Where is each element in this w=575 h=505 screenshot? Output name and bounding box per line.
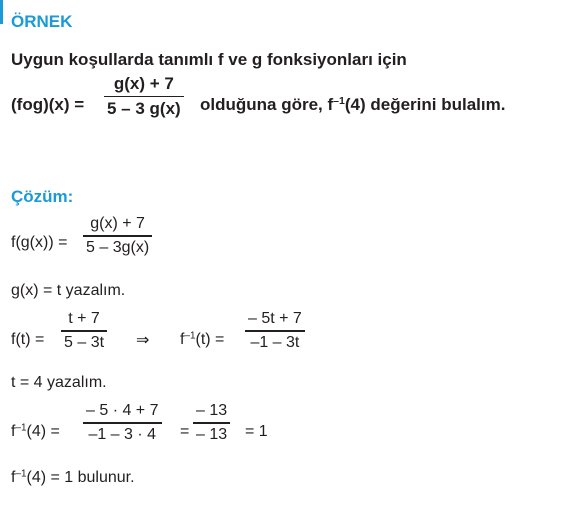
step5-lhs bbox=[11, 423, 60, 441]
step1-lhs: f(g(x)) = bbox=[11, 234, 68, 251]
problem-rest-sup: –1 bbox=[333, 95, 345, 108]
step3-inverse-lhs bbox=[180, 331, 224, 349]
step3-fraction bbox=[61, 310, 107, 352]
step5-lhs-pre: f bbox=[11, 423, 16, 440]
example-heading: ÖRNEK bbox=[11, 12, 73, 31]
step4-text: t = 4 yazalım. bbox=[11, 374, 107, 391]
step3-inverse-fraction bbox=[245, 310, 305, 352]
problem-line-1: Uygun koşullarda tanımlı f ve g fonksiyonları için bbox=[11, 50, 407, 69]
step6-post: (4) = 1 bulunur. bbox=[26, 469, 135, 486]
step3-denominator: 5 – 3t bbox=[64, 333, 105, 351]
step2-text: g(x) = t yazalım. bbox=[11, 282, 126, 299]
step5-numerator-1: – 5 · 4 + 7 bbox=[86, 402, 159, 419]
problem-lhs: (fog)(x) = bbox=[11, 95, 85, 114]
step5-lhs-post: (4) = bbox=[26, 423, 60, 440]
step5-denominator-2: – 13 bbox=[196, 425, 228, 443]
problem-denominator: 5 – 3 g(x) bbox=[107, 98, 181, 118]
left-accent-bar bbox=[0, 0, 3, 24]
step1-fraction bbox=[83, 215, 152, 257]
step5-fraction-2 bbox=[193, 402, 230, 444]
step5-lhs-sup: –1 bbox=[15, 422, 27, 434]
step6-pre: f bbox=[11, 469, 16, 486]
problem-rest bbox=[200, 95, 505, 115]
problem-rest-after: (4) değerini bulalım. bbox=[344, 95, 506, 114]
problem-numerator: g(x) + 7 bbox=[113, 74, 174, 93]
implies-arrow: ⇒ bbox=[136, 332, 150, 349]
problem-fraction bbox=[104, 74, 184, 118]
step6-text bbox=[11, 469, 135, 487]
step1-numerator: g(x) + 7 bbox=[90, 215, 145, 232]
step5-denominator-1: –1 – 3 · 4 bbox=[88, 425, 157, 443]
step5-fraction-1 bbox=[83, 402, 162, 444]
step3-inv-pre: f bbox=[180, 331, 185, 348]
step5-result: = 1 bbox=[245, 423, 268, 440]
step3-numerator: t + 7 bbox=[68, 310, 100, 327]
step3-lhs: f(t) = bbox=[11, 331, 45, 348]
step3-inv-denominator: –1 – 3t bbox=[250, 333, 300, 351]
problem-rest-before: olduğuna göre, f bbox=[200, 95, 334, 114]
step5-equals: = bbox=[180, 423, 190, 440]
step6-sup: –1 bbox=[15, 468, 27, 480]
step3-inv-post: (t) = bbox=[195, 331, 225, 348]
solution-heading: Çözüm: bbox=[11, 187, 74, 206]
step5-numerator-2: – 13 bbox=[196, 402, 228, 419]
step3-inv-sup: –1 bbox=[184, 330, 196, 342]
step1-denominator: 5 – 3g(x) bbox=[86, 238, 150, 256]
step3-inv-numerator: – 5t + 7 bbox=[248, 310, 302, 327]
